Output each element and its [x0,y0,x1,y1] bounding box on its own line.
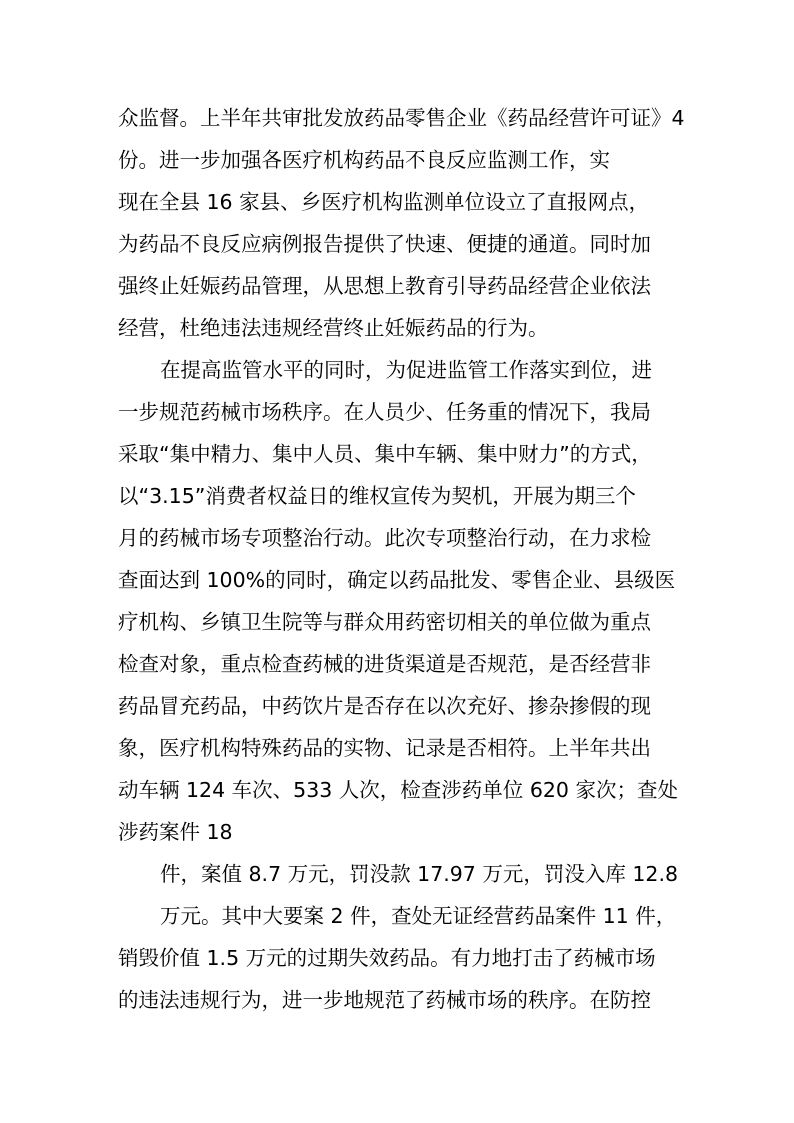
text-line: 药品冒充药品，中药饮片是否存在以次充好、掺杂掺假的现 [118,694,651,718]
text-line: 以“3.15”消费者权益日的维权宣传为契机，开展为期三个 [118,484,636,508]
text-line: 疗机构、乡镇卫生院等与群众用药密切相关的单位做为重点 [118,610,651,634]
paragraph-first-line: 件，案值 8.7 万元，罚没款 17.97 万元，罚没入库 12.8 [160,862,679,886]
text-line: 强终止妊娠药品管理，从思想上教育引导药品经营企业依法 [118,274,651,298]
text-line: 月的药械市场专项整治行动。此次专项整治行动，在力求检 [118,526,651,550]
text-line: 一步规范药械市场秩序。在人员少、任务重的情况下，我局 [118,400,651,424]
text-line: 象，医疗机构特殊药品的实物、记录是否相符。上半年共出 [118,736,651,760]
text-line: 为药品不良反应病例报告提供了快速、便捷的通道。同时加 [118,232,651,256]
paragraph-first-line: 万元。其中大要案 2 件，查处无证经营药品案件 11 件， [160,904,677,928]
text-line: 份。进一步加强各医疗机构药品不良反应监测工作，实 [118,148,610,172]
text-line: 动车辆 124 车次、533 人次，检查涉药单位 620 家次；查处 [118,778,678,802]
text-line: 销毁价值 1.5 万元的过期失效药品。有力地打击了药械市场 [118,946,656,970]
text-line: 的违法违规行为，进一步地规范了药械市场的秩序。在防控 [118,988,651,1012]
text-line: 查面达到 100%的同时，确定以药品批发、零售企业、县级医 [118,568,676,592]
text-line: 众监督。上半年共审批发放药品零售企业《药品经营许可证》4 [118,106,685,130]
text-line: 涉药案件 18 [118,820,233,844]
text-line: 现在全县 16 家县、乡医疗机构监测单位设立了直报网点， [118,190,650,214]
text-line: 采取“集中精力、集中人员、集中车辆、集中财力”的方式， [118,442,652,466]
text-line: 经营，杜绝违法违规经营终止妊娠药品的行为。 [118,316,549,340]
paragraph-first-line: 在提高监管水平的同时，为促进监管工作落实到位，进 [160,358,652,382]
text-line: 检查对象，重点检查药械的进货渠道是否规范，是否经营非 [118,652,651,676]
